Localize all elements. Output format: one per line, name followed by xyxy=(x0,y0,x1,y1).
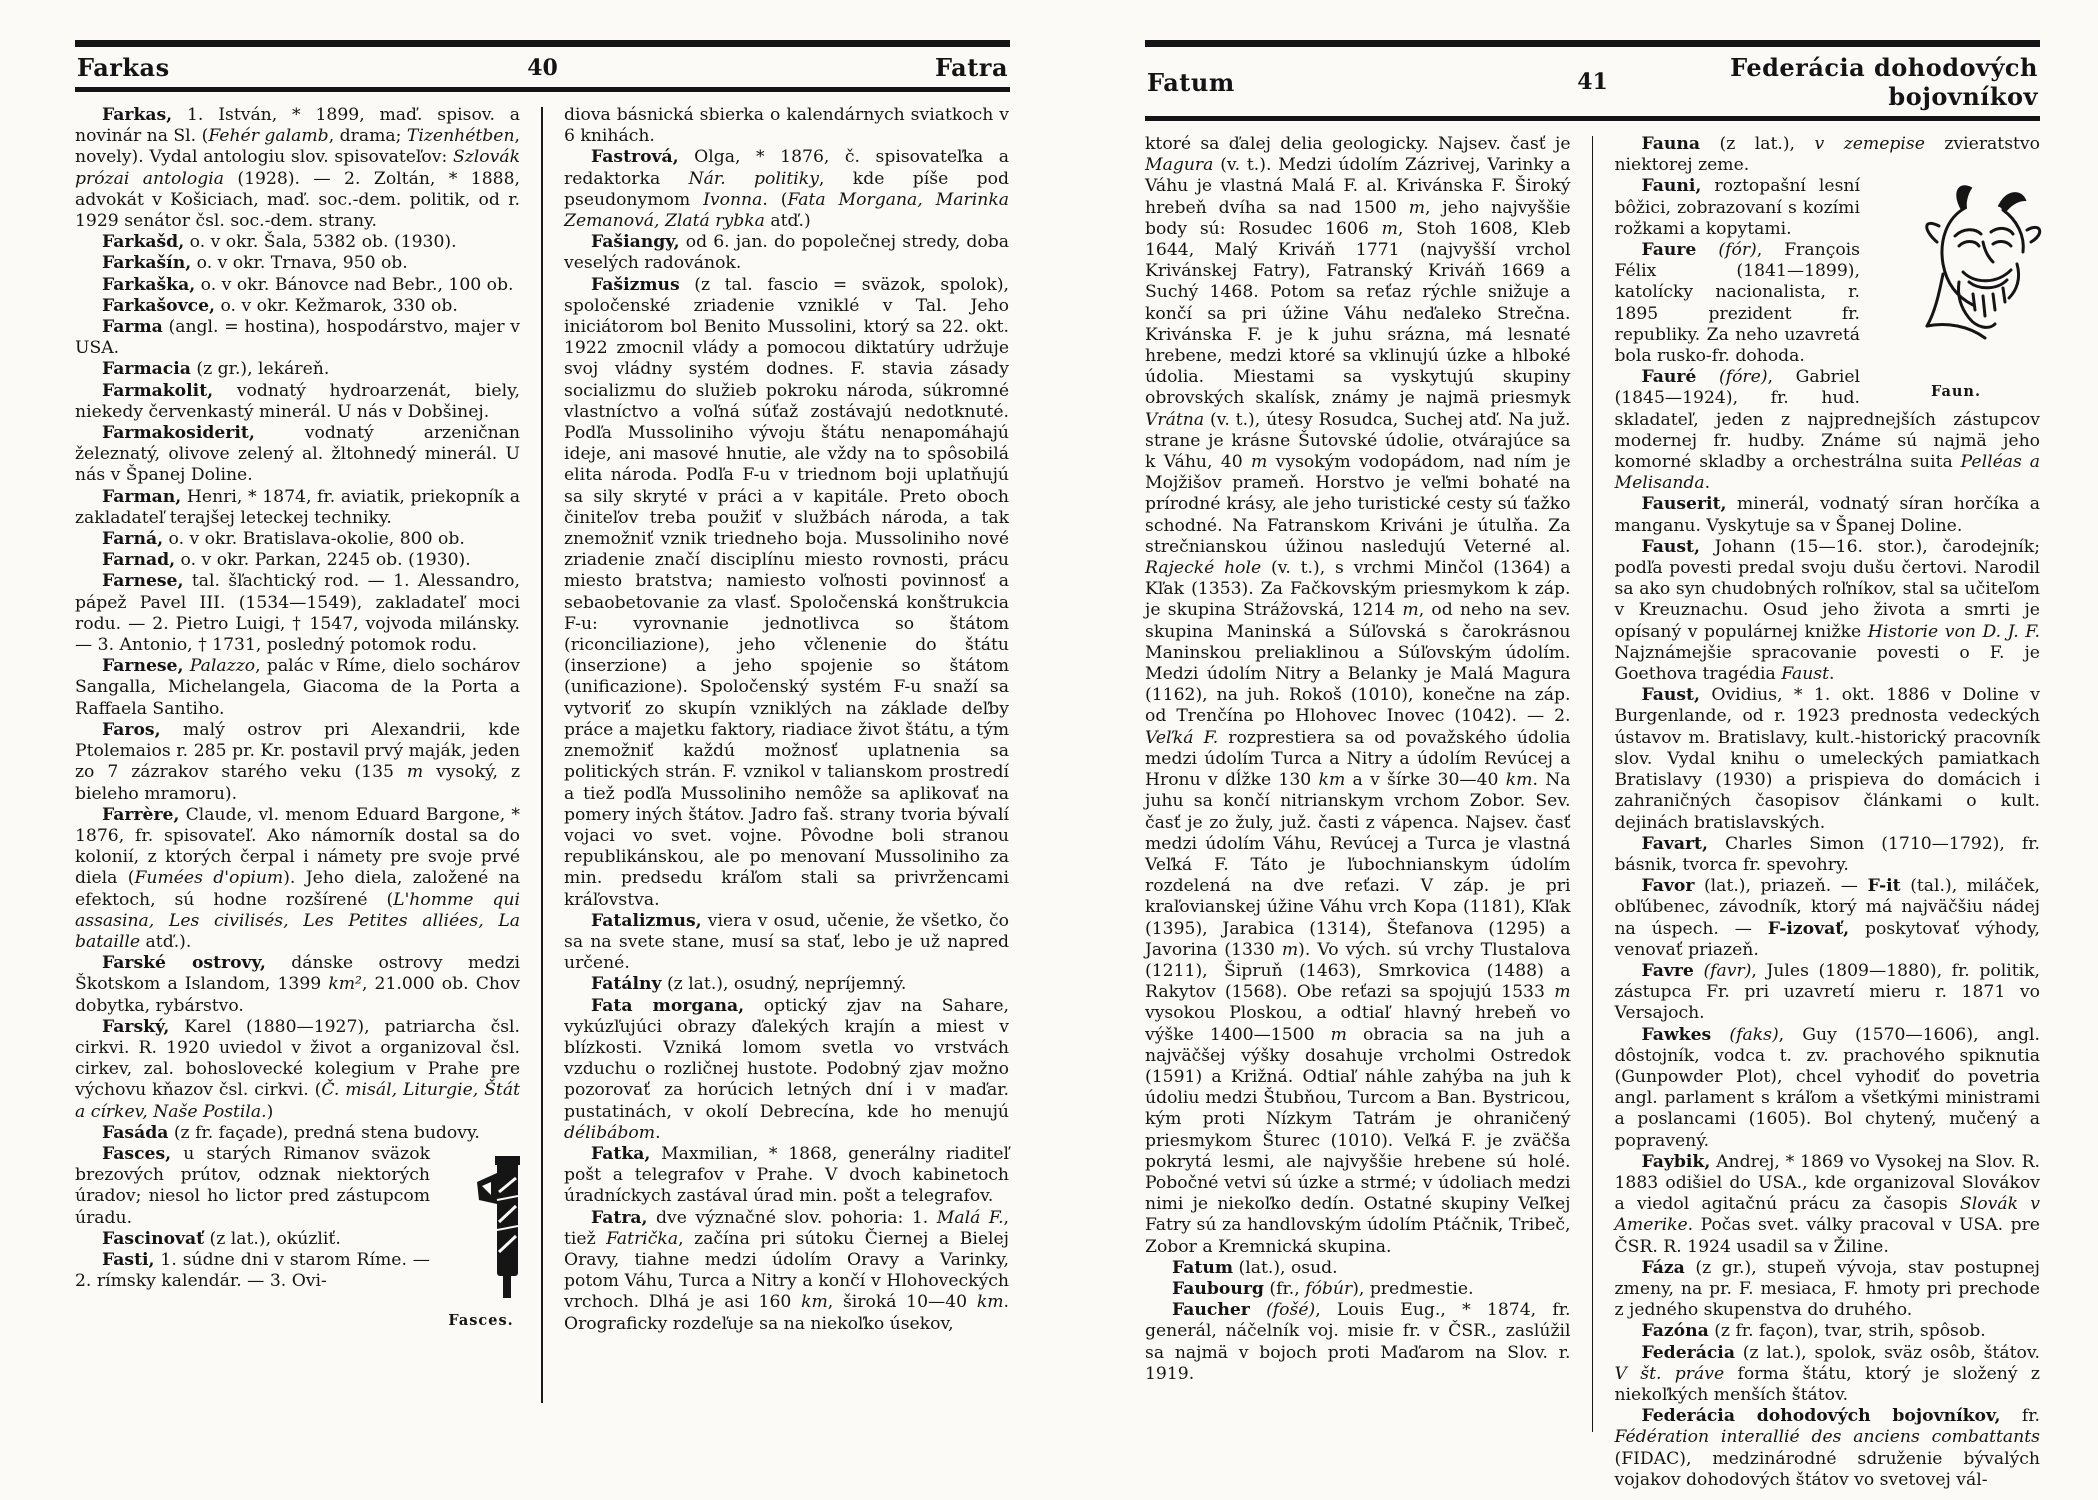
entry-headword: Fašiangy, xyxy=(591,232,680,253)
page-number: 41 xyxy=(1577,69,1608,95)
entry-headword: Faust, xyxy=(1641,536,1700,557)
text-run: (tal.), miláček, obľúbenec, závodník, ktorý má najväčšiu nádej na úspech. — xyxy=(1614,876,2040,939)
text-run: , kde píše pod pseudonymom xyxy=(564,168,1009,210)
entry-headword: Farmakolit, xyxy=(102,380,214,401)
text-run: optický zjav na Sahare, vykúzľujúci obrazy ďalekých krajín a miest v blízkosti. Vzniká lomom svetla vo vrstvách vzduchu o rozličnej hustote. Podobný zjav možno pozorovať za horúcich letných dní i v maďar. pustatinách, v okolí Debrecína, kde ho menujú xyxy=(564,995,1009,1122)
entry-headword: Favart, xyxy=(1641,833,1708,854)
text-run: u starých Rimanov sväzok brezových prútov, odznak niektorých úradov; niesol ho lictor pred zástupcom úradu. xyxy=(75,1143,430,1228)
entry-headword: Fasáda xyxy=(102,1122,169,1143)
entry-headword: Fatalizmus, xyxy=(591,910,702,931)
text-run: o. v okr. Bratislava-okolie, 800 ob. xyxy=(163,529,465,550)
text-run: . Počas svet. války pracoval v USA. pre ČSR. R. 1924 usadil sa v Žiline. xyxy=(1614,1215,2040,1257)
text-run: o. v okr. Parkan, 2245 ob. (1930). xyxy=(175,550,471,571)
italic-run: (faks) xyxy=(1729,1024,1779,1045)
left-page-header xyxy=(75,40,1010,92)
italic-run: m xyxy=(1381,218,1398,239)
dictionary-entry xyxy=(75,317,520,359)
text-run: , novely). Vydal antologiu slov. spisovateľov: xyxy=(75,126,521,168)
italic-run: Fehér galamb xyxy=(208,126,329,147)
text-run: (1928). — 2. Zoltán, * 1888, advokát v Košiciach, maď. soc.-dem. politik, od r. 1929 senátor čsl. soc.-dem. strany. xyxy=(75,168,520,232)
fasces-icon xyxy=(469,1148,541,1298)
text-run: (z gr.), lekáreň. xyxy=(190,359,330,380)
text-run xyxy=(1696,240,1718,260)
text-run: Olga, * 1876, č. spisovateľka a redaktorka xyxy=(564,147,1009,189)
italic-run: Č. misál, Liturgie, Štát a církev, Naše Postila. xyxy=(75,1080,520,1122)
entry-headword: Farnese, xyxy=(102,656,184,677)
entry-headword: Faybik, xyxy=(1641,1151,1711,1172)
italic-run: Slovák v Amerike xyxy=(1614,1194,2040,1236)
entry-headword: Fauré xyxy=(1641,367,1697,388)
text-run: , drama; xyxy=(328,126,407,147)
italic-run: Fédération interallié des anciens combattants xyxy=(1614,1427,2040,1448)
text-run xyxy=(1250,1300,1266,1320)
text-run: Maxmilian, * 1868, generálny riaditeľ pošt a telegrafov v Prahe. V dvoch kabinetoch úradníckych zastával úrad min. pošt a telegrafov. xyxy=(564,1143,1009,1207)
entry-headword: Favre xyxy=(1641,960,1694,981)
text-run: o. v okr. Šala, 5382 ob. (1930). xyxy=(184,232,457,253)
text-run: (z fr. façade), predná stena budovy. xyxy=(168,1122,480,1143)
dictionary-entry xyxy=(75,720,520,805)
text-run: Ovidius, * 1. okt. 1886 v Doline v Burgenlande, od r. 1923 prednosta vedeckých ústavov m. Bratislavy, kult.-historický pracovník slov. Vydal knihu o umeleckých pamiatkach Bratislavy (1930) a prispieva do domácich i zahraničných časopisov článkami o kult. dejinách bratislavských. xyxy=(1614,685,2040,833)
left-page-column-1 xyxy=(75,105,520,1417)
figure-caption: Faun. xyxy=(1930,382,1981,400)
italic-run: Palazzo xyxy=(189,656,256,677)
text-run: vodnatý hydroarzenát, biely, niekedy červenkastý minerál. U nás v Dobšinej. xyxy=(75,380,520,422)
italic-run: m xyxy=(1281,939,1299,960)
dictionary-entry xyxy=(75,1123,520,1144)
dictionary-entry xyxy=(1614,1025,2040,1152)
entry-headword: Fáza xyxy=(1641,1257,1685,1278)
italic-run: m xyxy=(1402,600,1419,621)
figure-caption: Fasces. xyxy=(448,1312,514,1330)
dictionary-entry xyxy=(75,487,520,529)
right-page-column-1 xyxy=(1145,134,1571,1446)
text-run: , Gabriel (1845—1924), fr. hud. skladateľ, jeden z najprednejších zástupcov modernej fr. hudby. Známe sú najmä jeho komorné skladby a orchestrálna suita xyxy=(1614,367,2040,473)
text-run: , Guy (1570—1606), angl. dôstojník, vodca t. zv. prachového spiknutia (Gunpowder Plot), chcel vyhodiť do povetria angl. parlament s kráľom a všetkými ministrami a poslancami (1605). Bol chytený, mučený a popravený. xyxy=(1614,1024,2040,1151)
italic-run: Fata Morgana, Marinka Zemanová, Zlatá rybka xyxy=(564,189,1009,232)
text-run: fr. xyxy=(2000,1406,2040,1427)
text-run: malý ostrov pri Alexandrii, kde Ptolemaios r. 285 pr. Kr. postavil prvý maják, jeden zo 7 zázrakov starého veku (135 xyxy=(75,719,520,783)
dictionary-entry xyxy=(75,275,520,296)
left-page-body xyxy=(75,105,1010,1417)
entry-headword: Faucher xyxy=(1172,1300,1250,1321)
entry-headword: Farský, xyxy=(102,1016,170,1037)
italic-run: Nár. politiky xyxy=(688,168,819,189)
dictionary-entry xyxy=(1614,961,2040,1025)
entry-headword: Farské ostrovy, xyxy=(102,953,266,974)
fasces-illustration xyxy=(442,1148,520,1331)
entry-headword: Farná, xyxy=(102,529,164,550)
text-run: o. v okr. Bánovce nad Bebr., 100 ob. xyxy=(195,274,514,295)
column-divider xyxy=(1592,136,1594,1432)
text-run: . Na juhu sa končí nitrianskym vrchom Zobor. Sev. časť je zo žuly, juž. časti z vápenca. Najsev. časť medzi údolím Váhu, Revúcej a Turca je vlastná Veľká F. Táto je ľubochnianskym údolím rozdelená na dve reťazi. V záp. je pri kraľovianskej úžine Váhu vrch Kopa (1181), Kľak (1395), Jarabica (1314), Štefanova (1295) a Javorina (1330 xyxy=(1145,770,1571,960)
italic-run: Ivonna xyxy=(703,189,763,210)
text-run: . xyxy=(655,1122,661,1143)
entry-headword: Fauserit, xyxy=(1641,494,1727,515)
text-run: dve význačné slov. pohoria: 1. xyxy=(647,1207,937,1228)
entry-headword: Farkaška, xyxy=(102,274,196,295)
italic-run: m xyxy=(1408,197,1426,218)
text-run: Najznámejšie spracovanie povesti o F. je Goethova tragédia xyxy=(1614,642,2040,685)
italic-run: V št. práve xyxy=(1614,1363,1725,1384)
text-run: 1. István, * 1899, maď. spisov. a novinár na Sl. ( xyxy=(75,105,520,147)
text-run: , Louis Eug., * 1874, fr. generál, náčelník voj. misie fr. v ČSR., zaslúžil sa najmä v bojoch proti Maďarom na Slov. r. 1919. xyxy=(1145,1300,1571,1384)
text-run: roztopašní lesní bôžici, zobrazovaní s kozími rožkami a kopytami. xyxy=(1614,176,1860,239)
text-run: vodnatý arzeničnan železnatý, olivove zelený al. žltohnedý minerál. U nás v Španej Doline. xyxy=(75,423,520,486)
dictionary-entry xyxy=(75,805,520,953)
entry-headword: Farmakosiderit, xyxy=(102,423,255,444)
dictionary-entry xyxy=(564,147,1009,232)
dictionary-entry xyxy=(75,529,520,550)
text-run: , od neho na sev. skupina Maninská a Súľovská s čarokrásnou Maninskou preliaklinou a Súľovským údolím. Medzi údolím Nitry a Belanky je Malá Magura (1162), na juh. Rokoš (1010), konečne na záp. od Trenčína po Hlohovec Inovec (1042). — 2. xyxy=(1145,600,1571,727)
italic-run: km xyxy=(1318,770,1346,791)
text-run: Andrej, * 1869 vo Vysokej na Slov. R. 1883 odišiel do USA., kde organizoval Slovákov a viedol agitačnú prácu za časopis xyxy=(1614,1151,2040,1215)
entry-headword: Fašizmus xyxy=(591,274,680,295)
dictionary-entry xyxy=(564,1144,1009,1208)
dictionary-entry xyxy=(75,253,520,274)
entry-headword: Farmacia xyxy=(102,359,191,380)
text-run: (lat.), priazeň. — xyxy=(1694,876,1868,897)
entry-headword: Fawkes xyxy=(1641,1024,1712,1045)
text-run: Karel (1880—1927), patriarcha čsl. cirkvi. R. 1920 uviedol v život a organizoval čsl. cirkev, zal. bohoslovecké kolegium v Prahe pre výchovu kňazov čsl. cirkvi. ( xyxy=(75,1016,520,1101)
dictionary-entry xyxy=(75,232,520,253)
text-run: viera v osud, učenie, že všetko, čo sa na svete stane, musí sa stať, lebo je už napred určené. xyxy=(564,910,1009,974)
text-run: dánske ostrovy medzi Škotskom a Islandom, 1399 xyxy=(75,953,520,995)
italic-run: m xyxy=(1251,452,1268,473)
text-run: ktoré sa ďalej delia geologicky. Najsev. časť je xyxy=(1145,134,1571,154)
entry-headword: Fascinovať xyxy=(102,1228,205,1249)
text-run: (v. t.). Medzi údolím Zázrivej, Varinky a Váhu je vlastná Malá F. al. Krivánska F. Široký hrebeň dvíha sa nad 1500 xyxy=(1145,155,1571,218)
right-page-header xyxy=(1145,40,2040,121)
dictionary-entry xyxy=(75,550,520,571)
text-run: , široká 10—40 xyxy=(827,1292,977,1313)
italic-run: Veľká F. xyxy=(1145,727,1219,748)
text-run: (angl. = hostina), hospodárstvo, majer v USA. xyxy=(75,317,520,359)
text-run: vysokým vodopádom, nad ním je Mojžišov prameň. Horstvo je veľmi bohaté na prírodné krásy, ale jeho turistické cesty sú ťažko schodné. Na Fatranskom Kriváni je útulňa. Za strečnianskou úžinou nasledujú Veterné al. xyxy=(1145,452,1571,557)
italic-run: km xyxy=(801,1292,828,1313)
entry-headword: Fasces, xyxy=(102,1143,172,1164)
dictionary-entry xyxy=(1614,1406,2040,1491)
text-run: minerál, vodnatý síran horčíka a manganu. Vyskytuje sa v Španej Doline. xyxy=(1614,494,2040,536)
italic-run: km xyxy=(1505,770,1533,791)
italic-run: Malá F. xyxy=(936,1207,1004,1228)
italic-run: Fatrička xyxy=(606,1228,679,1249)
italic-run: fóbúr xyxy=(1305,1278,1353,1299)
dictionary-entry xyxy=(1614,537,2040,685)
entry-headword: Faros, xyxy=(102,719,161,740)
dictionary-entry xyxy=(75,571,520,656)
right-page-body xyxy=(1145,134,2040,1490)
italic-run: Vrátna xyxy=(1145,409,1205,430)
entry-headword: Fauna xyxy=(1641,134,1701,154)
entry-headword: Farkašín, xyxy=(102,253,192,274)
text-run: (fr., xyxy=(1263,1278,1306,1299)
italic-run: L'homme qui assasina, Les civilisés, Les Petites alliées, La bataille xyxy=(75,889,520,952)
entry-headword: Farrère, xyxy=(102,804,180,825)
text-run: zvieratstvo niektorej zeme. xyxy=(1614,134,2040,176)
entry-headword: Fatka, xyxy=(591,1143,651,1164)
entry-headword: Farma xyxy=(102,317,163,338)
text-run: , začína pri sútoku Čiernej a Bielej Oravy, tiahne medzi údolím Oravy a Varinky, potom Váhu, Turca a Nitry a končí v Hlohoveckých vrchoch. Dlhá je asi 160 xyxy=(564,1228,1009,1313)
page-number: 40 xyxy=(527,54,558,81)
text-run: vysokou Ploskou, a odtiaľ hlavný hrebeň vo výške 1400—1500 xyxy=(1145,1003,1571,1045)
entry-headword: Federácia dohodových bojovníkov, xyxy=(1641,1406,2001,1427)
entry-headword: Favor xyxy=(1641,876,1695,897)
entry-continuation xyxy=(564,105,1009,147)
right-page xyxy=(1145,40,2040,1490)
dictionary-entry xyxy=(564,996,1009,1144)
left-page xyxy=(75,40,1010,1417)
dictionary-entry xyxy=(1145,1279,1571,1300)
text-run: Claude, vl. menom Eduard Bargone, * 1876, fr. spisovateľ. Ako námorník dostal sa do kolonií, z ktorých čerpal i námety pre svoje prvé diela ( xyxy=(75,804,520,889)
entry-continuation xyxy=(1145,134,1571,1258)
text-run: (z lat.), spolok, sväz osôb, štátov. xyxy=(1734,1342,2040,1363)
text-run: atď.). xyxy=(140,931,192,952)
italic-run: Fumées d'opium xyxy=(134,868,284,889)
dictionary-entry xyxy=(1614,685,2040,833)
entry-headword: Federácia xyxy=(1641,1342,1735,1363)
dictionary-entry xyxy=(1614,134,2040,176)
text-run: Johann (15—16. stor.), čarodejník; podľa povesti predal svoju dušu čertovi. Narodil sa ako syn chudobných roľníkov, stal sa učiteľom v Kreuznachu. Osud jeho života a smrti je opísaný v populárnej knižke xyxy=(1614,536,2040,642)
entry-headword: F-izovať, xyxy=(1767,918,1850,939)
dictionary-entry xyxy=(1614,1152,2040,1258)
text-run: . Orograficky rozdeľuje sa na niekoľko úsekov, xyxy=(564,1292,1009,1334)
text-run: (lat.), osud. xyxy=(1233,1257,1338,1278)
entry-headword: Fatum xyxy=(1172,1257,1234,1278)
italic-run: m xyxy=(406,762,424,783)
entry-headword: Faubourg xyxy=(1172,1278,1264,1299)
text-run: o. v okr. Trnava, 950 ob. xyxy=(191,253,408,274)
entry-headword: Farnese, xyxy=(102,571,184,592)
text-run: , Jules (1809—1880), fr. politik, zástupca Fr. pri uzavretí mieru r. 1871 vo Versajoch. xyxy=(1614,960,2040,1024)
italic-run: Rajecké hole xyxy=(1145,558,1262,579)
faun-illustration xyxy=(1872,178,2040,401)
dictionary-entry xyxy=(1614,494,2040,536)
entry-headword: Farnad, xyxy=(102,550,176,571)
entry-headword: Farkas, xyxy=(102,105,173,125)
text-run: forma štátu, ktorý je složený z niekoľkých menších štátov. xyxy=(1614,1363,2040,1405)
italic-run: (fór) xyxy=(1718,240,1757,261)
text-run: tal. šľachtický rod. — 1. Alessandro, pápež Pavel III. (1534—1549), zakladateľ moci rodu. — 2. Pietro Luigi, † 1547, vojvoda milánsky. — 3. Antonio, † 1731, posledný potomok rodu. xyxy=(75,571,520,656)
entry-headword: F-it xyxy=(1867,876,1901,897)
faun-icon xyxy=(1899,178,2059,368)
entry-headword: Fazóna xyxy=(1641,1321,1709,1342)
text-run: atď.) xyxy=(764,211,811,232)
text-run: ), predmestie. xyxy=(1352,1278,1474,1299)
italic-run: m xyxy=(1554,982,1571,1003)
text-run: o. v okr. Kežmarok, 330 ob. xyxy=(215,295,458,316)
italic-run: Tizenhétben xyxy=(406,126,515,147)
header-word-left: Farkas xyxy=(77,53,170,82)
column-divider xyxy=(541,107,543,1403)
right-page-column-2 xyxy=(1614,134,2040,1490)
text-run: , François Félix (1841—1899), katolícky nacionalista, r. 1895 prezident fr. republiky. Za neho uzavretá bola rusko-fr. dohoda. xyxy=(1614,240,1860,367)
entry-headword: Fasti, xyxy=(102,1249,155,1270)
text-run xyxy=(1711,1025,1729,1045)
text-run: Henri, * 1874, fr. aviatik, priekopník a zakladateľ terajšej leteckej techniky. xyxy=(75,486,520,528)
text-run: poskytovať výhody, venovať priazeň. xyxy=(1614,918,2040,960)
entry-headword: Fata morgana, xyxy=(591,995,745,1016)
dictionary-entry xyxy=(1614,876,2040,961)
dictionary-entry xyxy=(1614,1343,2040,1407)
entry-headword: Farkašovce, xyxy=(102,295,216,316)
italic-run: Magura xyxy=(1145,155,1214,176)
italic-run: Pelléas a Melisanda xyxy=(1614,452,2040,494)
text-run: , palác v Ríme, dielo sochárov Sangalla, Michelangela, Giacoma de la Porta a Raffaela Santiho. xyxy=(75,656,520,719)
dictionary-entry xyxy=(75,423,520,487)
text-run: 1. súdne dni v starom Ríme. — 2. rímsky kalendár. — 3. Ovi- xyxy=(75,1249,430,1292)
header-word-right: Fatra xyxy=(934,53,1008,82)
dictionary-entry xyxy=(564,974,1009,995)
text-run: (v. t.), útesy Rosudca, Suchej atď. Na juž. strane je krásne Šutovské údolie, otvárajúce sa k Váhu, 40 xyxy=(1145,409,1571,473)
italic-run: Historie von D. J. F. xyxy=(1867,621,2040,642)
text-run: (z fr. façon), tvar, strih, spôsob. xyxy=(1708,1321,1986,1342)
text-run: (z lat.), okúzliť. xyxy=(204,1228,341,1249)
text-run: . ( xyxy=(762,189,788,210)
dictionary-entry xyxy=(1145,1300,1571,1385)
dictionary-entry xyxy=(75,296,520,317)
text-run: ) xyxy=(266,1101,274,1122)
dictionary-entry xyxy=(564,275,1009,911)
italic-run: Faust xyxy=(1781,664,1830,685)
text-run: (z lat.), osudný, nepríjemný. xyxy=(661,974,907,995)
header-word-right: Federácia dohodových bojovníkov xyxy=(1730,53,2038,111)
text-run: ). Vo vých. sú vrchy Tlustalova (1211), Šipruň (1463), Smrkovica (1488) a Rakytov (1568). Obe reťazi sa spojujú 1533 xyxy=(1145,939,1571,1003)
text-run: (FIDAC), medzinárodné sdruženie bývalých vojakov dohodových štátov vo svetovej vál- xyxy=(1614,1448,2040,1490)
dictionary-entry xyxy=(1145,1258,1571,1279)
text-run: . xyxy=(1829,664,1835,685)
text-run: (v. t.), s vrchmi Minčol (1364) a Kľak (1353). Za Fačkovským priesmykom k záp. je skupina Strážovská, 1214 xyxy=(1145,558,1571,621)
italic-run: v zemepise xyxy=(1814,134,1925,154)
text-run: Charles Simon (1710—1792), fr. básnik, tvorca fr. spevohry. xyxy=(1614,833,2040,875)
text-run: obracia sa na juh a najväčšej výšky dosahuje vrcholmi Ostredok (1591) a Križná. Odtiaľ náhle zahýba na juh k údoliu medzi Štubňou, Turcom a Ban. Bystricou, kým proti Nízkym Tatrám je ohraničený priesmykom Šturec (1010). Veľká F. je zväčša pokrytá lesmi, ale najvyššie hrebene sú holé. Pobočné vetvi sú úzke a strmé; v údoliach medzi nimi je niekoľko dedín. Ostatné skupiny Veľkej Fatry sú za handlovským údolím Ptáčnik, Tribeč, Zobor a Kremnická skupina. xyxy=(1145,1024,1571,1257)
text-run: . xyxy=(1704,473,1711,494)
header-word-left: Fatum xyxy=(1147,67,1235,97)
left-page-column-2 xyxy=(564,105,1009,1417)
entry-headword: Fatálny xyxy=(591,974,662,995)
dictionary-entry xyxy=(564,911,1009,975)
text-run: (z tal. fascio = sväzok, spolok), spoločenské zriadenie vzniklé v Tal. Jeho iniciátorom bol Benito Mussolini, ktorý sa 22. okt. 1922 zmocnil vlády a pomocou diktatúry udržuje svoj vládny systém dodnes. F. stavia zásady socializmu do služieb pokroku národa, súkromné vlastníctvo a voľná súťaž zostávajú nedotknuté. Podľa Mussoliniho vývoju štátu nenapomáhajú ideje, ani masové hnutie, ale vždy na to spôsobilá elita národa. Podľa F-u v triednom boji uplatňujú sa sily skryté v práci a v kapitále. Preto oboch činiteľov treba použiť v službách národa, a tak znemožniť vznik triedneho boja. Mussoliniho nové zriadenie značí disciplínu miesto rovnosti, prácu miesto bratstva; namiesto voľnosti povinnosť a sebaobetovanie za vlasť. Spoločenská konštrukcia F-u: vyrovnanie jednotlivca so štátom (riconciliazione), jeho včlenenie do štátu (inserzione) a jeho spojenie so štátom (unificazione). Spoločenský systém F-u snaží sa vytvoriť zo skupín vzniklých na základe deľby práce a majetku faktory, riadiace život štátu, a tým znemožniť každú možnosť uplatnenia sa politických strán. F. vznikol v talianskom prostredí a tiež podľa Mussoliniho nemôže sa aplikovať na pomery iných štátov. Jadro faš. strany tvoria bývalí vojaci vo svet. vojne. Pôvodne boli stranou republikánskou, ale po menovaní Mussoliniho za min. predsedu kráľom stali sa privržencami kráľovstva. xyxy=(564,274,1009,910)
dictionary-entry xyxy=(75,105,520,232)
text-run: , Stoh 1608, Kleb 1644, Malý Kriváň 1771 (najvyšší vrchol Krivánskej Fatry), Fatranský Kriváň 1669 a Suchý 1468. Potom sa reťaz rýchle snižuje a končí sa pri úžine Váhu neďaleko Strečna. Krivánska F. je k juhu srázna, má lesnaté hrebene, medzi ktoré sa vklinujú úzke a hlboké údolia. Miestami sa vyskytujú skupiny obrovských skalísk, známy je najmä priesmyk xyxy=(1145,218,1571,409)
italic-run: (fóre) xyxy=(1719,367,1768,388)
dictionary-entry xyxy=(1614,834,2040,876)
italic-run: Szlovák prózai antologia xyxy=(75,147,520,189)
text-run: , tiež xyxy=(564,1207,1009,1249)
text-run: (z lat.), xyxy=(1700,134,1815,154)
dictionary-entry xyxy=(75,1017,520,1123)
text-run: rozprestiera sa od považského údolia medzi údolím Turca a Nitry a údolím Revúcej a Hronu v dĺžke 130 xyxy=(1145,727,1571,791)
entry-headword: Fastrová, xyxy=(591,147,679,168)
dictionary-entry xyxy=(75,359,520,380)
dictionary-entry xyxy=(1614,1258,2040,1322)
italic-run: km² xyxy=(328,974,362,995)
entry-headword: Fatra, xyxy=(591,1207,648,1228)
text-run xyxy=(1696,367,1719,387)
dictionary-entry xyxy=(564,1208,1009,1335)
text-run: diova básnická sbierka o kalendárnych sviatkoch v 6 knihách. xyxy=(564,105,1009,147)
italic-run: m xyxy=(1330,1024,1347,1045)
text-run: , 21.000 ob. Chov dobytka, rybárstvo. xyxy=(75,974,520,1016)
dictionary-entry xyxy=(1614,1321,2040,1342)
dictionary-entry xyxy=(75,381,520,423)
text-run: vysoký, z bieleho mramoru). xyxy=(75,762,520,804)
dictionary-entry xyxy=(75,656,520,720)
entry-headword: Faust, xyxy=(1641,685,1700,706)
entry-headword: Farman, xyxy=(102,486,182,507)
entry-headword: Farkašd, xyxy=(102,232,185,253)
text-run: a v šírke 30—40 xyxy=(1345,770,1506,791)
dictionary-entry xyxy=(75,953,520,1017)
entry-headword: Faure xyxy=(1641,240,1697,261)
italic-run: délibábom xyxy=(564,1122,656,1143)
text-run: od 6. jan. do popolečnej stredy, doba veselých radovánok. xyxy=(564,232,1009,274)
text-run: (z gr.), stupeň vývoja, stav postupnej zmeny, na pr. F. mesiaca, F. hmoty pri prechode z jedného skupenstva do druhého. xyxy=(1614,1257,2040,1321)
italic-run: (favr) xyxy=(1703,960,1752,981)
dictionary-entry xyxy=(564,232,1009,274)
italic-run: km xyxy=(976,1292,1004,1313)
italic-run: (fošé) xyxy=(1266,1300,1316,1321)
text-run: ). Jeho diela, založené na efektoch, sú hodne rozšírené ( xyxy=(75,868,520,910)
entry-headword: Fauni, xyxy=(1641,176,1702,197)
text-run: , jeho najvyššie body sú: Rosudec 1606 xyxy=(1145,197,1571,239)
